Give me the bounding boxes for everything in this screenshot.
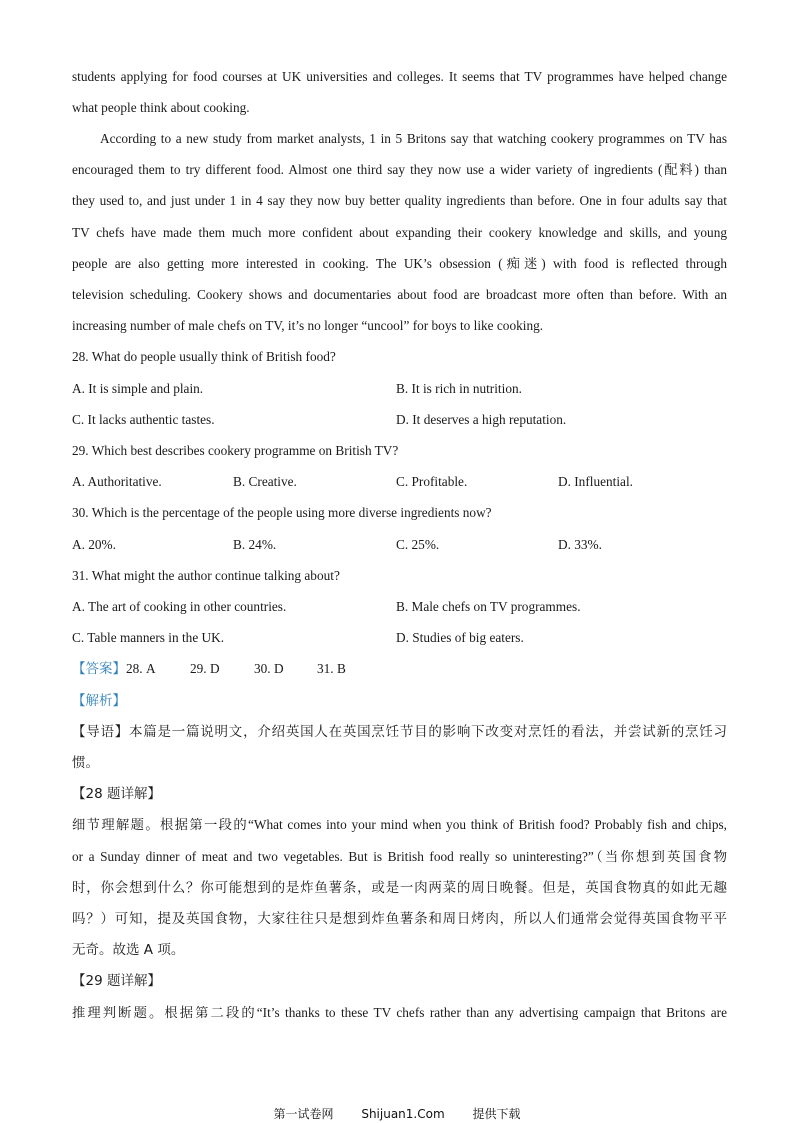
q31-option-a: A. The art of cooking in other countries. [72,599,287,614]
q29-option-b: B. Creative. [233,474,297,489]
q31-option-d: D. Studies of big eaters. [396,630,524,645]
q29-option-d: D. Influential. [558,474,633,489]
passage-line: According to a new study from market analysts, 1 in 5 Britons say that watching cookery programmes on TV has [100,131,727,146]
passage-line: people are also getting more interested in cooking. The UK’s obsession (痴迷) with food is reflected through [72,256,727,271]
footer-site-url: Shijuan1.Com [361,1107,445,1121]
question-30-stem: 30. Which is the percentage of the people using more diverse ingredients now? [72,505,492,520]
q29-option-a: A. Authoritative. [72,474,162,489]
passage-line: television scheduling. Cookery shows and documentaries about food are broadcast more often than before. With an [72,287,727,302]
answer-31: 31. B [317,661,346,676]
detail-28-line: 细节理解题。根据第一段的“What comes into your mind when you think of British food? Probably fish and chips, [72,817,727,832]
passage-line: students applying for food courses at UK universities and colleges. It seems that TV programmes have helped change [72,69,727,84]
q31-option-b: B. Male chefs on TV programmes. [396,599,581,614]
answer-28: 28. A [126,661,156,676]
passage-line: they used to, and just under 1 in 4 say they now buy better quality ingredients than before. One in four adults say that [72,193,727,208]
footer-site-name: 第一试卷网 [273,1107,334,1121]
q28-option-c: C. It lacks authentic tastes. [72,412,215,427]
q28-option-d: D. It deserves a high reputation. [396,412,567,427]
detail-28-line: 无奇。故选 A 项。 [72,942,185,958]
answer-30: 30. D [254,661,284,676]
q30-option-b: B. 24%. [233,537,277,552]
question-28-stem: 28. What do people usually think of British food? [72,349,336,364]
footer-note: 提供下载 [472,1107,521,1121]
q29-option-c: C. Profitable. [396,474,468,489]
question-31-stem: 31. What might the author continue talking about? [72,568,340,583]
answer-29: 29. D [190,661,220,676]
guide-line: 惯。 [72,755,99,771]
q30-option-d: D. 33%. [558,537,602,552]
question-29-stem: 29. Which best describes cookery programme on British TV? [72,443,399,458]
analysis-label: 【解析】 [72,693,126,709]
detail-29-line: 推理判断题。根据第二段的“It’s thanks to these TV chefs rather than any advertising campaign that Britons are [72,1005,727,1020]
q28-option-b: B. It is rich in nutrition. [396,381,522,396]
q30-option-a: A. 20%. [72,537,116,552]
detail-28-line: 吗？）可知，提及英国食物，大家往往只是想到炸鱼薯条和周日烤肉，所以人们通常会觉得英国食物平平 [72,911,727,927]
q31-option-c: C. Table manners in the UK. [72,630,225,645]
answer-row [72,659,156,679]
page-footer [0,1105,794,1122]
detail-29-heading: 【29 题详解】 [72,973,161,989]
passage-line: TV chefs have made them much more confident about expanding their cookery knowledge and skills, and young [72,225,727,240]
q28-option-a: A. It is simple and plain. [72,381,204,396]
answer-label: 【答案】 [72,661,126,677]
detail-28-line: or a Sunday dinner of meat and two vegetables. But is British food really so uninteresting?”（当你想到英国食物 [72,849,727,864]
detail-28-line: 时，你会想到什么？你可能想到的是炸鱼薯条，或是一肉两菜的周日晚餐。但是，英国食物真的如此无趣 [72,880,727,896]
passage-line: increasing number of male chefs on TV, it’s no longer “uncool” for boys to like cooking. [72,318,544,333]
q30-option-c: C. 25%. [396,537,440,552]
passage-line: what people think about cooking. [72,100,250,115]
detail-28-heading: 【28 题详解】 [72,786,161,802]
passage-line: encouraged them to try different food. Almost one third say they now use a wider variety of ingredients (配料) than [72,162,727,177]
guide-line: 【导语】本篇是一篇说明文，介绍英国人在英国烹饪节目的影响下改变对烹饪的看法，并尝试新的烹饪习 [72,724,727,740]
